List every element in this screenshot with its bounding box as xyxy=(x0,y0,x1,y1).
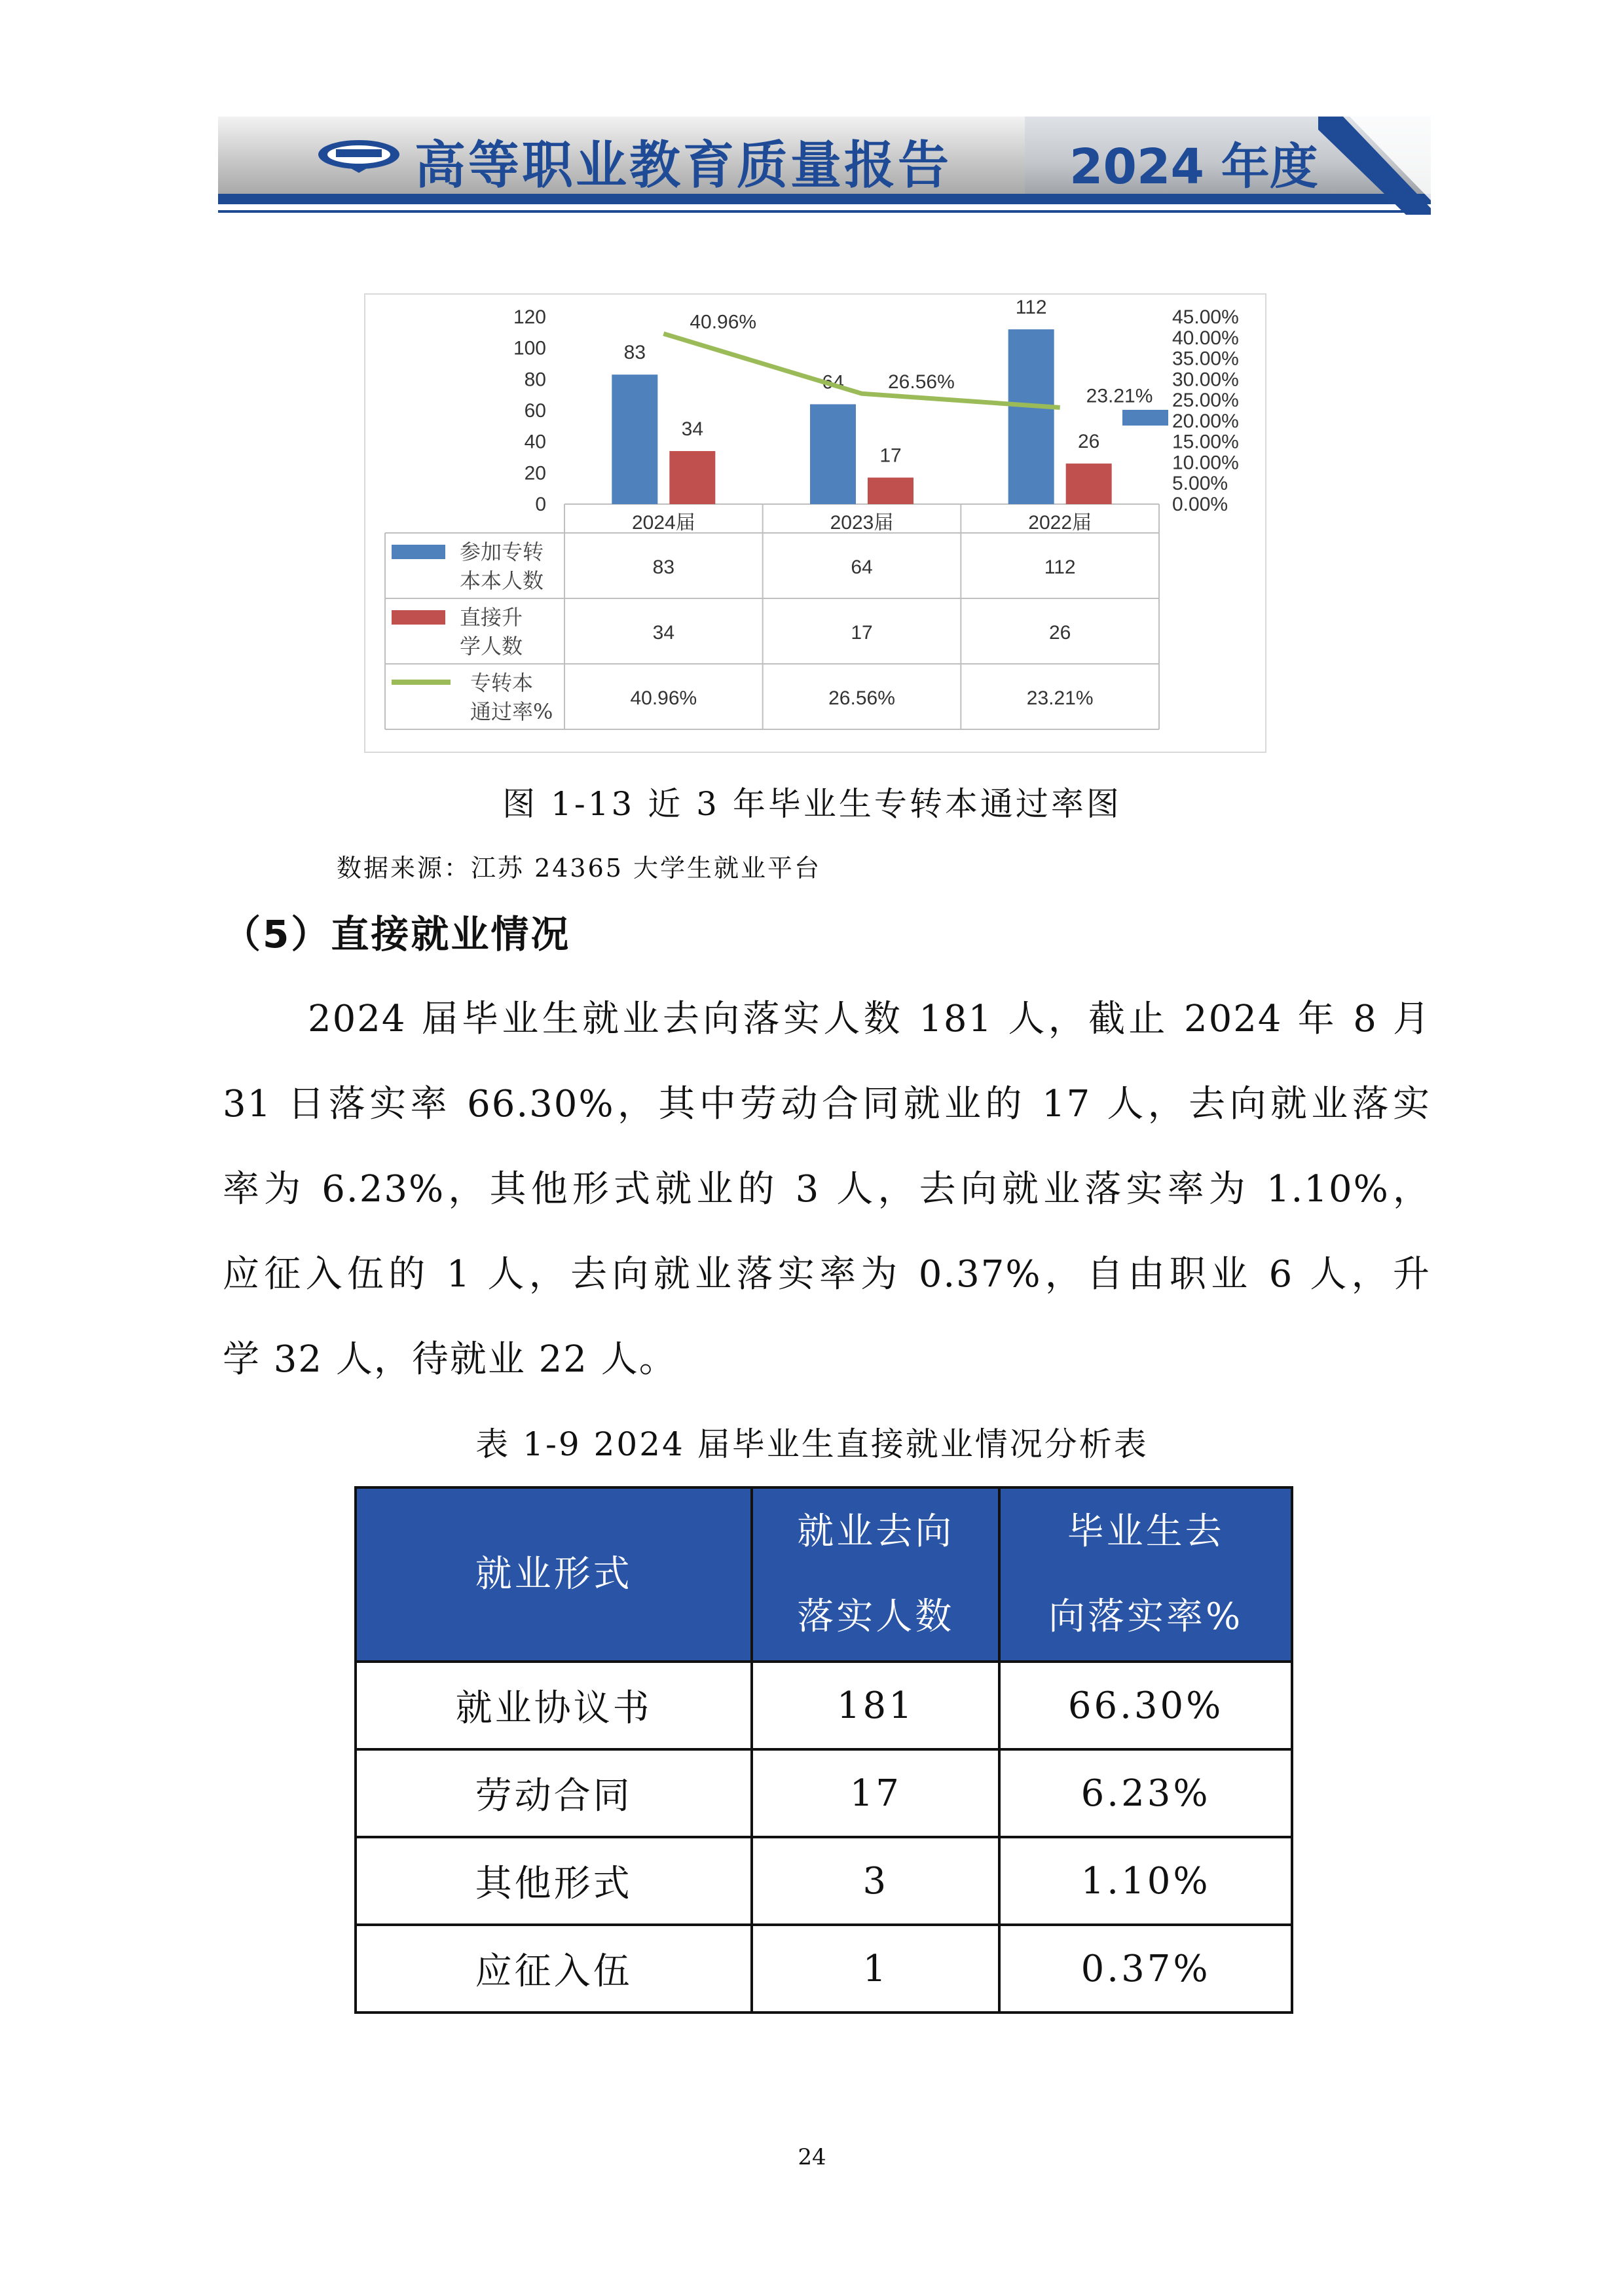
bar-direct-upgrade xyxy=(868,477,913,504)
bar-transfer xyxy=(1008,329,1054,504)
y-left-tick-label: 80 xyxy=(524,369,546,391)
paragraph-line: 2024 届毕业生就业去向落实人数 181 人，截止 2024 年 8 月 xyxy=(308,998,1431,1040)
y-right-tick-label: 15.00% xyxy=(1172,431,1239,453)
report-title: 高等职业教育质量报告 xyxy=(415,136,952,195)
series-name-label: 本本人数 xyxy=(460,568,544,593)
table-cell: 劳动合同 xyxy=(356,1749,752,1837)
table-cell: 其他形式 xyxy=(356,1837,752,1925)
table-value-label: 112 xyxy=(1044,556,1076,578)
header-line: 就业去向 xyxy=(797,1510,955,1553)
series-name-label: 通过率% xyxy=(470,699,553,724)
y-left-tick-label: 60 xyxy=(524,400,546,422)
paragraph-line: 学 32 人，待就业 22 人。 xyxy=(223,1338,677,1381)
y-right-tick-label: 0.00% xyxy=(1172,494,1228,515)
table-cell: 3 xyxy=(752,1837,999,1925)
legend-key-swatch xyxy=(392,545,445,559)
employment-table xyxy=(354,1486,1293,2014)
paragraph-line: 率为 6.23%，其他形式就业的 3 人，去向就业落实率为 1.10%， xyxy=(223,1168,1431,1211)
table-header-row xyxy=(356,1487,1292,1662)
y-left-tick-label: 20 xyxy=(524,462,546,484)
table-value-label: 26 xyxy=(1048,622,1071,644)
report-year: 2024 年度 xyxy=(1069,139,1318,195)
section-heading: （5）直接就业情况 xyxy=(223,912,571,957)
table-caption: 表 1-9 2024 届毕业生直接就业情况分析表 xyxy=(475,1425,1149,1463)
pass-rate-line xyxy=(663,334,1060,408)
line-value-label: 23.21% xyxy=(1086,385,1153,407)
y-left-tick-label: 40 xyxy=(524,431,546,453)
table-value-label: 40.96% xyxy=(630,687,697,709)
table-cell: 66.30% xyxy=(999,1662,1292,1749)
header-line: 毕业生去 xyxy=(1067,1510,1225,1553)
bar-transfer xyxy=(612,374,657,504)
line-value-label: 26.56% xyxy=(888,371,955,393)
table-value-label: 17 xyxy=(851,622,873,644)
series-name-label: 直接升 xyxy=(460,605,523,630)
table-cell: 6.23% xyxy=(999,1749,1292,1837)
table-row xyxy=(356,1662,1292,1749)
paragraph-line: 应征入伍的 1 人，去向就业落实率为 0.37%，自由职业 6 人，升 xyxy=(223,1253,1431,1296)
header-rule xyxy=(218,210,1431,213)
series-name-label: 参加专转 xyxy=(460,539,544,564)
page-number: 24 xyxy=(798,2144,826,2170)
header-line: 向落实率% xyxy=(1048,1595,1244,1638)
y-right-tick-label: 20.00% xyxy=(1172,410,1239,432)
y-right-tick-label: 35.00% xyxy=(1172,348,1239,370)
y-right-tick-label: 30.00% xyxy=(1172,369,1239,391)
table-value-label: 64 xyxy=(851,556,873,578)
figure-caption: 图 1-13 近 3 年毕业生专转本通过率图 xyxy=(502,785,1122,823)
data-source: 数据来源：江苏 24365 大学生就业平台 xyxy=(337,854,822,883)
y-right-tick-label: 45.00% xyxy=(1172,306,1239,328)
legend-key-swatch xyxy=(392,610,445,625)
legend-marker xyxy=(1122,410,1168,426)
bar-direct-upgrade xyxy=(1066,464,1112,504)
chart-container xyxy=(364,293,1266,753)
college-logo-icon xyxy=(316,135,401,174)
y-right-tick-label: 40.00% xyxy=(1172,327,1239,349)
table-value-label: 83 xyxy=(652,556,675,578)
table-cell: 181 xyxy=(752,1662,999,1749)
series-name-label: 专转本 xyxy=(470,670,534,695)
bar-value-label: 34 xyxy=(681,418,704,440)
table-value-label: 23.21% xyxy=(1026,687,1094,709)
bar-transfer xyxy=(810,404,856,504)
bar-value-label: 112 xyxy=(1015,297,1047,319)
table-cell: 0.37% xyxy=(999,1925,1292,2013)
table-value-label: 34 xyxy=(652,622,675,644)
header-employment-type xyxy=(356,1487,752,1662)
header-rate xyxy=(999,1487,1292,1662)
bar-direct-upgrade xyxy=(669,451,715,504)
table-row xyxy=(356,1925,1292,2013)
pass-rate-chart xyxy=(365,295,1265,752)
page-header xyxy=(218,117,1431,215)
bar-value-label: 83 xyxy=(623,342,646,364)
y-right-tick-label: 10.00% xyxy=(1172,452,1239,474)
x-tick-label: 2022届 xyxy=(1028,512,1092,534)
y-left-tick-label: 120 xyxy=(513,306,546,328)
table-row xyxy=(356,1749,1292,1837)
y-right-tick-label: 5.00% xyxy=(1172,473,1228,495)
y-left-tick-label: 0 xyxy=(535,494,546,515)
table-cell: 就业协议书 xyxy=(356,1662,752,1749)
table-cell: 17 xyxy=(752,1749,999,1837)
table-cell: 应征入伍 xyxy=(356,1925,752,2013)
series-name-label: 学人数 xyxy=(460,634,523,659)
bar-value-label: 64 xyxy=(822,371,844,393)
header-corner-decoration xyxy=(1318,117,1431,215)
line-value-label: 40.96% xyxy=(690,311,757,333)
table-cell: 1.10% xyxy=(999,1837,1292,1925)
y-right-tick-label: 25.00% xyxy=(1172,390,1239,412)
y-left-tick-label: 100 xyxy=(513,337,546,359)
table-cell: 1 xyxy=(752,1925,999,2013)
x-tick-label: 2023届 xyxy=(830,512,894,534)
bar-value-label: 26 xyxy=(1077,431,1100,453)
header-line: 落实人数 xyxy=(797,1595,955,1638)
table-value-label: 26.56% xyxy=(828,687,895,709)
bar-value-label: 17 xyxy=(879,445,902,467)
header-line: 就业形式 xyxy=(475,1553,633,1595)
table-row xyxy=(356,1837,1292,1925)
header-count xyxy=(752,1487,999,1662)
paragraph-line: 31 日落实率 66.30%，其中劳动合同就业的 17 人，去向就业落实 xyxy=(223,1083,1431,1125)
x-tick-label: 2024届 xyxy=(631,512,695,534)
